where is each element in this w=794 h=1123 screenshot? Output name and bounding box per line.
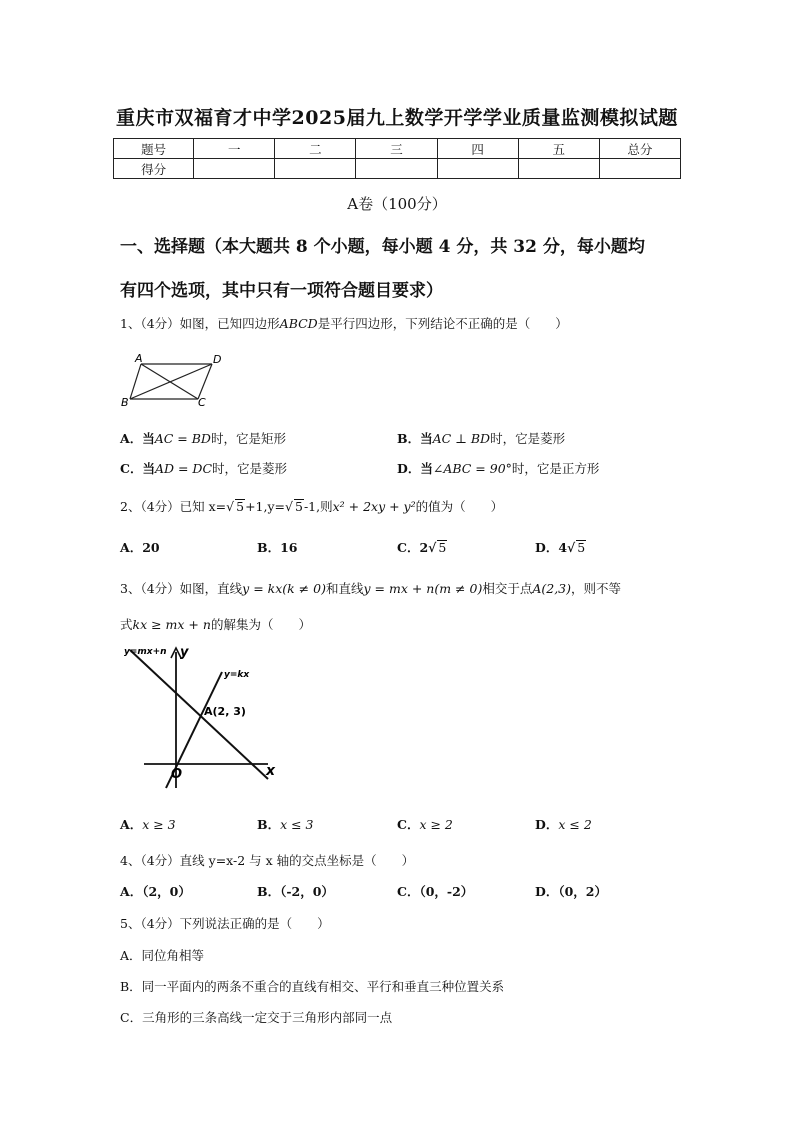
- label-b: B: [121, 396, 129, 409]
- score-table-cell: 题号: [114, 139, 194, 159]
- question-4: 4、（4分）直线 y=x-2 与 x 轴的交点坐标是（ ）: [120, 853, 415, 868]
- score-entry-cell[interactable]: [599, 159, 680, 179]
- score-entry-cell[interactable]: [437, 159, 518, 179]
- q1-option-c[interactable]: C．当AD = DC时，它是菱形: [120, 461, 288, 476]
- score-table: [113, 138, 681, 179]
- q5-option-a[interactable]: A．同位角相等: [120, 948, 205, 963]
- score-entry-cell[interactable]: [275, 159, 356, 179]
- q4-option-a[interactable]: A．（2，0）: [120, 884, 191, 899]
- linear-graph-figure: [118, 642, 283, 792]
- question-2: 2、（4分）已知 x=√ 5+1,y=√ 5-1,则x² + 2xy + y²的值为（ ）: [120, 499, 504, 514]
- q2-option-c[interactable]: C．2√ 5: [397, 540, 447, 555]
- score-table-score-row: [114, 159, 681, 179]
- score-table-header-row: [114, 139, 681, 159]
- q1-suffix: 是平行四边形，下列结论不正确的是（ ）: [317, 316, 568, 331]
- q5-option-c[interactable]: C．三角形的三条高线一定交于三角形内部同一点: [120, 1010, 393, 1025]
- page-title: 重庆市双福育才中学2025届九上数学开学学业质量监测模拟试题: [116, 107, 678, 129]
- score-table-cell: 四: [437, 139, 518, 159]
- q5-option-b[interactable]: B．同一平面内的两条不重合的直线有相交、平行和垂直三种位置关系: [120, 979, 505, 994]
- parallelogram-figure: [118, 348, 228, 410]
- label-line-kx: y=kx: [224, 670, 250, 680]
- label-line-mx-n: y=mx+n: [124, 647, 167, 657]
- question-3-line2: 式kx ≥ mx + n的解集为（ ）: [120, 617, 311, 632]
- score-table-cell: 五: [518, 139, 599, 159]
- score-table-cell: 三: [356, 139, 437, 159]
- q4-option-d[interactable]: D．（0，2）: [535, 884, 607, 899]
- q2-option-d[interactable]: D．4√ 5: [535, 540, 586, 555]
- score-entry-cell[interactable]: [194, 159, 275, 179]
- label-y-axis: y: [180, 645, 189, 660]
- section-a-heading: A卷（100分）: [347, 195, 447, 213]
- label-a: A: [135, 352, 143, 365]
- score-entry-cell[interactable]: [518, 159, 599, 179]
- q3-option-d[interactable]: D．x ≤ 2: [535, 817, 592, 832]
- label-d: D: [213, 353, 222, 366]
- q2-option-a[interactable]: A．20: [120, 540, 160, 555]
- q1-prefix: 1、（4分）如图，已知四边形: [120, 316, 280, 331]
- label-x-axis: x: [266, 763, 276, 779]
- label-c: C: [198, 396, 206, 409]
- question-3-line1: 3、（4分）如图，直线y = kx(k ≠ 0)和直线y = mx + n(m ≠ 0)相交于点A(2,3)，则不等: [120, 581, 622, 596]
- part1-title-line1: 一、选择题（本大题共 8 个小题，每小题 4 分，共 32 分，每小题均: [120, 237, 645, 257]
- q3-option-b[interactable]: B．x ≤ 3: [257, 817, 314, 832]
- question-1: [120, 314, 568, 332]
- side-ba: [130, 364, 141, 399]
- q3-option-a[interactable]: A．x ≥ 3: [120, 817, 176, 832]
- q4-option-c[interactable]: C．（0，-2）: [397, 884, 474, 899]
- part1-title-line2: 有四个选项，其中只有一项符合题目要求）: [120, 281, 443, 301]
- label-point-a: A(2, 3): [204, 705, 246, 718]
- q1-option-b[interactable]: B．当AC ⊥ BD时，它是菱形: [397, 431, 566, 446]
- score-table-cell: 二: [275, 139, 356, 159]
- q1-abcd: ABCD: [279, 316, 318, 331]
- q2-option-b[interactable]: B．16: [257, 540, 298, 555]
- q1-option-a[interactable]: A．当AC = BD时，它是矩形: [120, 431, 286, 446]
- score-table-cell: 得分: [114, 159, 194, 179]
- q3-option-c[interactable]: C．x ≥ 2: [397, 817, 453, 832]
- question-5: 5、（4分）下列说法正确的是（ ）: [120, 916, 330, 931]
- score-table-cell: 一: [194, 139, 275, 159]
- score-table-cell: 总分: [599, 139, 680, 159]
- score-entry-cell[interactable]: [356, 159, 437, 179]
- q1-option-d[interactable]: D．当∠ABC = 90°时，它是正方形: [397, 461, 600, 476]
- q4-option-b[interactable]: B．（-2，0）: [257, 884, 334, 899]
- label-origin: O: [171, 767, 183, 782]
